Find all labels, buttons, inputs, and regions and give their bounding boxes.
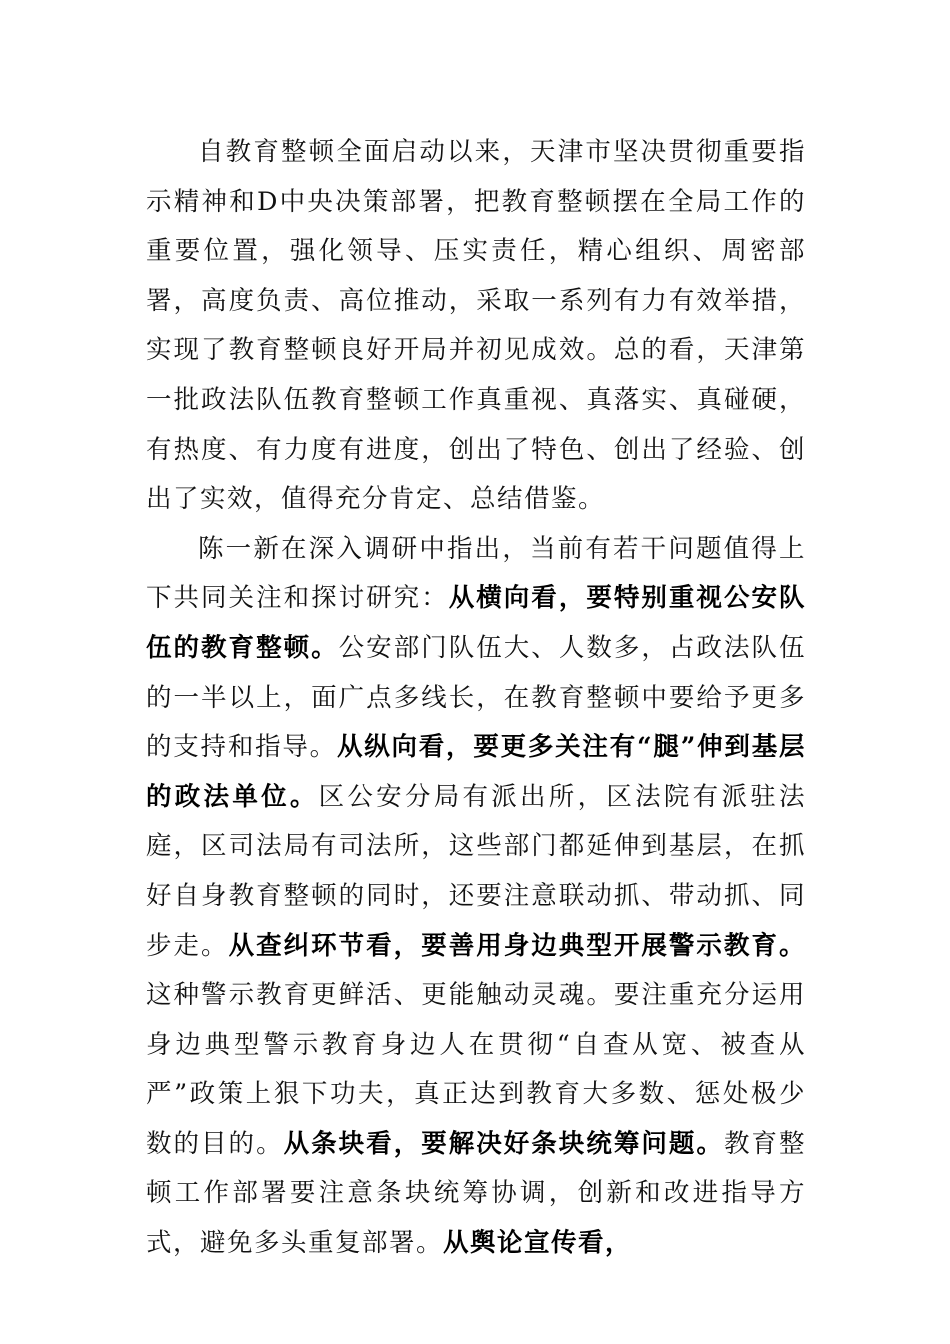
paragraph-2 <box>146 525 806 1269</box>
point-horizontal-body: 公安部门队伍大、人数多，占政法队伍的一半以上，面广点多线长，在教育整顿中要给予更多的支持和指导。 <box>146 632 806 763</box>
point-inspection-heading: 从查纠环节看，要善用身边典型开展警示教育。 <box>228 930 806 961</box>
paragraph-1 <box>146 128 806 525</box>
point-horizontal-heading: 从横向看，要特别重视公安队伍的教育整顿。 <box>146 583 806 663</box>
point-coordination-heading: 从条块看，要解决好条块统筹问题。 <box>283 1128 724 1159</box>
point-inspection-body: 这种警示教育更鲜活、更能触动灵魂。要注重充分运用身边典型警示教育身边人在贯彻“自查从宽、被查从严”政策上狠下功夫，真正达到教育大多数、惩处极少数的目的。 <box>146 980 806 1159</box>
paragraph-1-text: 自教育整顿全面启动以来，天津市坚决贯彻重要指示精神和D中央决策部署，把教育整顿摆在全局工作的重要位置，强化领导、压实责任，精心组织、周密部署，高度负责、高位推动，采取一系列有力有效举措，实现了教育整顿良好开局并初见成效。总的看，天津第一批政法队伍教育整顿工作真重视、真落实、真碰硬，有热度、有力度有进度，创出了特色、创出了经验、创出了实效，值得充分肯定、总结借鉴。 <box>146 137 806 515</box>
point-publicity-heading: 从舆论宣传看， <box>443 1228 633 1259</box>
point-vertical-body: 区公安分局有派出所，区法院有派驻法庭，区司法局有司法所，这些部门都延伸到基层，在抓好自身教育整顿的同时，还要注意联动抓、带动抓、同步走。 <box>146 781 806 961</box>
document-body <box>146 128 806 1269</box>
paragraph-2-intro: 陈一新在深入调研中指出，当前有若干问题值得上下共同关注和探讨研究： <box>146 533 806 614</box>
point-vertical-heading: 从纵向看，要更多关注有“腿”伸到基层的政法单位。 <box>146 732 806 812</box>
point-coordination-body: 教育整顿工作部署要注意条块统筹协调，创新和改进指导方式，避免多头重复部署。 <box>146 1128 806 1259</box>
